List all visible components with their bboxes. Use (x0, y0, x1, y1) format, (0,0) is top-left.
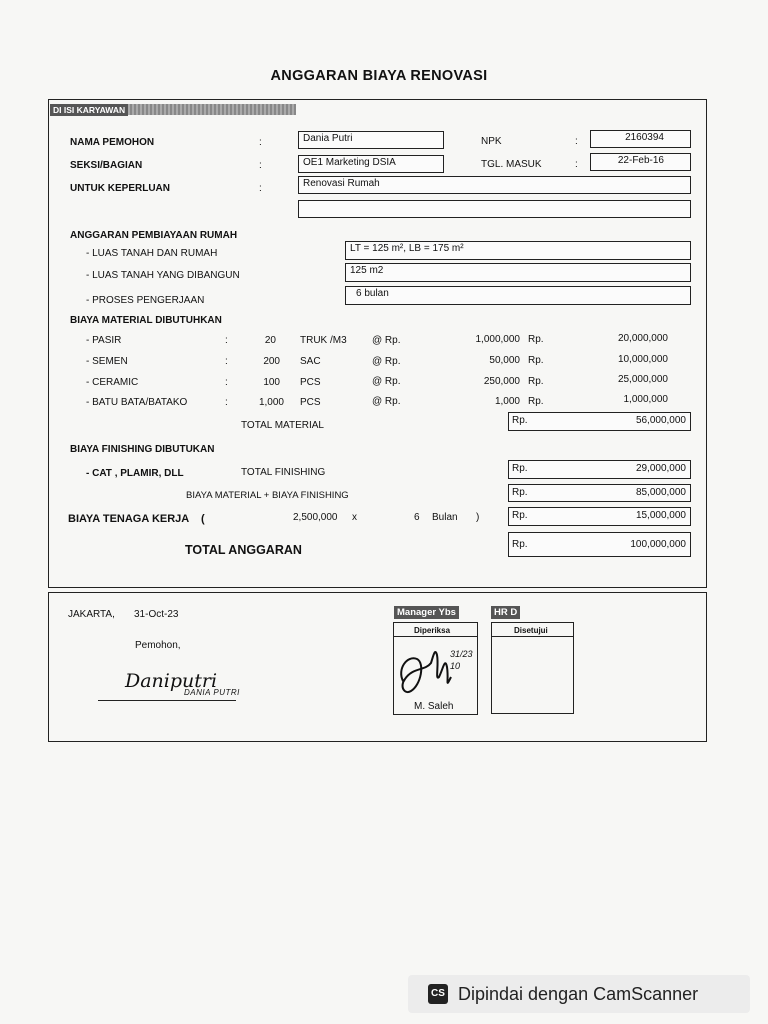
material-unit: SAC (300, 356, 321, 367)
material-qty: 200 (263, 356, 280, 367)
material-total: 10,000,000 (617, 354, 668, 365)
material-unit: PCS (300, 397, 321, 408)
manager-name: M. Saleh (414, 701, 454, 712)
material-unit: PCS (300, 377, 321, 388)
material-at-rp: @ Rp. (372, 335, 401, 346)
applicant-signature-line (98, 700, 236, 701)
section-label: SEKSI/BAGIAN (70, 160, 143, 171)
labor-months: 6 (414, 512, 420, 523)
material-price: 50,000 (489, 355, 520, 366)
land-field[interactable]: LT = 125 m², LB = 175 m² (345, 241, 691, 260)
purpose-field-extra[interactable] (298, 200, 691, 218)
grand-total-value: 100,000,000 (630, 539, 686, 550)
colon: : (225, 377, 228, 388)
combined-box (508, 484, 691, 502)
material-item: - PASIR (86, 335, 122, 346)
material-total: 1,000,000 (623, 394, 668, 405)
material-rp: Rp. (528, 396, 544, 407)
document-title: ANGGARAN BIAYA RENOVASI (270, 68, 488, 84)
labor-label: BIAYA TENAGA KERJA ( (68, 513, 205, 525)
finishing-item: - CAT , PLAMIR, DLL (86, 468, 184, 479)
npk-colon: : (575, 136, 578, 147)
grand-total-label: TOTAL ANGGARAN (185, 543, 302, 557)
material-total: 25,000,000 (617, 374, 668, 385)
purpose-colon: : (259, 183, 262, 194)
material-at-rp: @ Rp. (372, 376, 401, 387)
scanner-text: Dipindai dengan CamScanner (458, 984, 699, 1004)
colon: : (225, 356, 228, 367)
grand-total-box (508, 532, 691, 557)
join-date-colon: : (575, 159, 578, 170)
name-label: NAMA PEMOHON (70, 137, 155, 148)
labor-times: x (352, 512, 357, 523)
city-label: JAKARTA, (68, 609, 115, 620)
material-qty: 20 (264, 335, 276, 346)
section-tag: DI ISI KARYAWAN (50, 104, 128, 116)
land-label: - LUAS TANAH DAN RUMAH (86, 248, 218, 259)
camscanner-logo-icon: CS (428, 984, 448, 1004)
rp-label: Rp. (512, 415, 528, 426)
name-field[interactable]: Dania Putri (298, 131, 444, 149)
labor-box (508, 507, 691, 526)
combined-value: 85,000,000 (635, 487, 686, 498)
built-field[interactable]: 125 m2 (345, 263, 691, 282)
npk-field[interactable]: 2160394 (590, 130, 691, 148)
material-rp: Rp. (528, 355, 544, 366)
process-label: - PROSES PENGERJAAN (86, 295, 205, 306)
labor-close: ) (476, 512, 480, 523)
checked-label: Diperiksa (414, 626, 451, 635)
hrd-header-line (491, 636, 574, 637)
purpose-label: UNTUK KEPERLUAN (70, 183, 170, 194)
total-finishing-label: TOTAL FINISHING (241, 467, 326, 478)
sign-date: 31-Oct-23 (134, 609, 179, 620)
npk-label: NPK (481, 136, 502, 147)
total-material-label: TOTAL MATERIAL (241, 420, 324, 431)
total-material-box (508, 412, 691, 431)
material-item: - SEMEN (86, 356, 128, 367)
colon: : (225, 397, 228, 408)
applicant-label: Pemohon, (135, 640, 181, 651)
join-date-field[interactable]: 22-Feb-16 (590, 153, 691, 171)
material-rp: Rp. (528, 376, 544, 387)
combined-label: BIAYA MATERIAL + BIAYA FINISHING (186, 490, 349, 501)
material-total: 20,000,000 (617, 333, 668, 344)
approved-label: Disetujui (514, 626, 548, 635)
rp-label: Rp. (512, 510, 528, 521)
material-qty: 100 (263, 377, 280, 388)
material-heading: BIAYA MATERIAL DIBUTUHKAN (70, 315, 222, 326)
rp-label: Rp. (512, 463, 528, 474)
process-field[interactable]: 6 bulan (345, 286, 691, 305)
rp-label: Rp. (512, 487, 528, 498)
applicant-name: DANIA PUTRI (184, 688, 240, 697)
name-colon: : (259, 137, 262, 148)
material-price: 1,000 (494, 396, 520, 407)
material-item: - CERAMIC (86, 377, 139, 388)
colon: : (225, 335, 228, 346)
total-material-value: 56,000,000 (635, 415, 686, 426)
total-finishing-box (508, 460, 691, 479)
hrd-tag: HR D (491, 606, 520, 619)
housing-heading: ANGGARAN PEMBIAYAAN RUMAH (70, 230, 238, 241)
built-label: - LUAS TANAH YANG DIBANGUN (86, 270, 240, 281)
join-date-label: TGL. MASUK (481, 159, 542, 170)
manager-header-line (393, 636, 478, 637)
material-item: - BATU BATA/BATAKO (86, 397, 188, 408)
material-price: 250,000 (483, 376, 520, 387)
material-qty: 1,000 (258, 397, 284, 408)
labor-unit: Bulan (432, 512, 458, 523)
total-finishing-value: 29,000,000 (635, 463, 686, 474)
manager-note: 31/23 10 (450, 649, 473, 671)
labor-rate: 2,500,000 (293, 512, 338, 523)
material-rp: Rp. (528, 334, 544, 345)
material-unit: TRUK /M3 (300, 335, 347, 346)
finishing-heading: BIAYA FINISHING DIBUTUKAN (70, 444, 215, 455)
material-at-rp: @ Rp. (372, 396, 401, 407)
labor-value: 15,000,000 (635, 510, 686, 521)
section-colon: : (259, 160, 262, 171)
applicant-signature: Daniputri (125, 670, 218, 692)
material-price: 1,000,000 (475, 334, 520, 345)
material-at-rp: @ Rp. (372, 356, 401, 367)
purpose-field[interactable]: Renovasi Rumah (298, 176, 691, 194)
rp-label: Rp. (512, 539, 528, 550)
section-field[interactable]: OE1 Marketing DSIA (298, 155, 444, 173)
manager-tag: Manager Ybs (394, 606, 459, 619)
